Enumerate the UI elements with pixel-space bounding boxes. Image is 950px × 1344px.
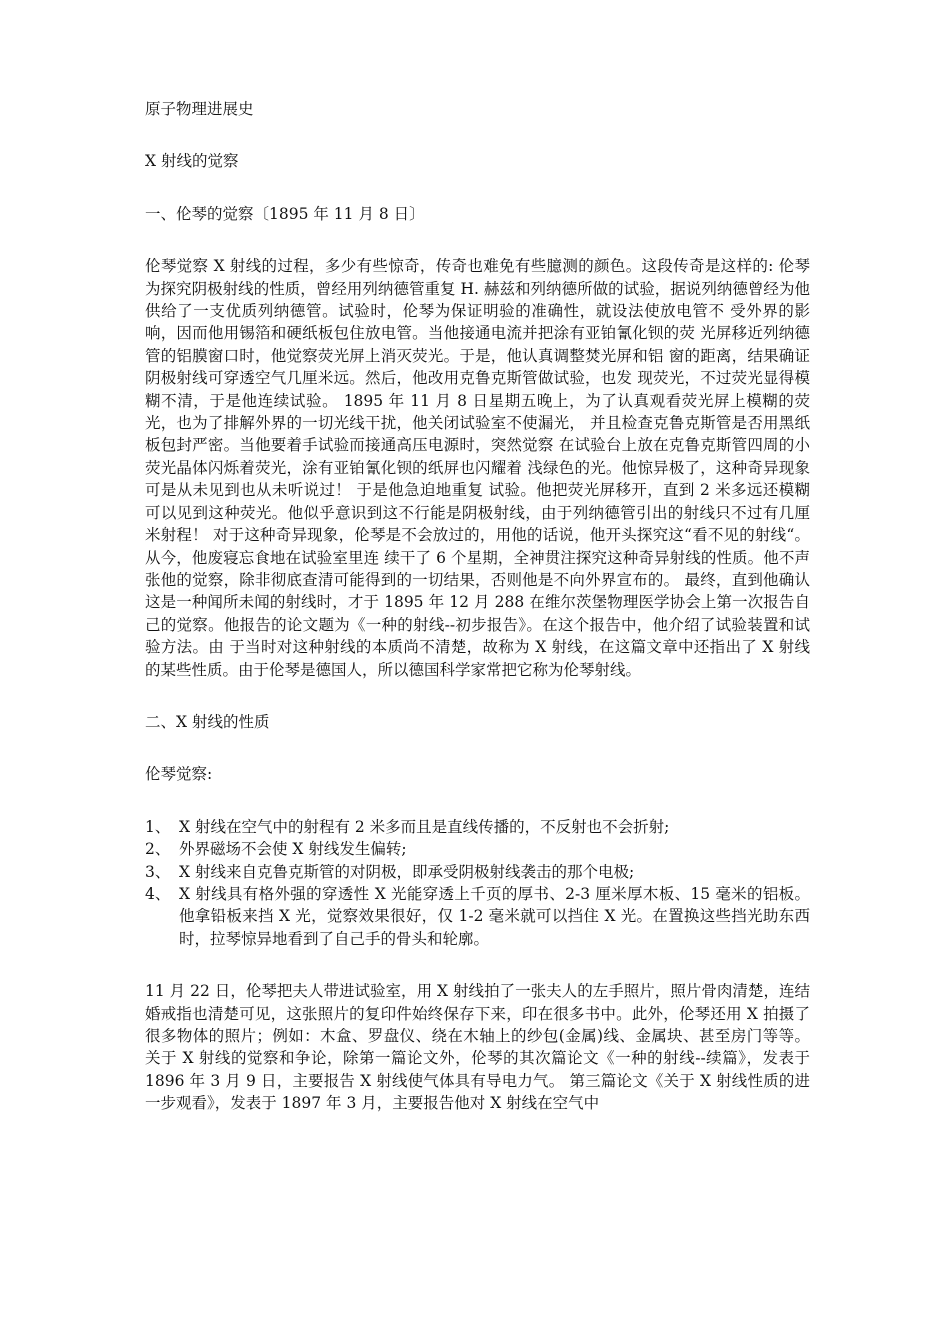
section-2-closing: 11 月 22 日，伦琴把夫人带进试验室，用 X 射线拍了一张夫人的左手照片，照片骨肉清楚，连结婚戒指也清楚可见，这张照片的复印件始终保存下来，印在很多书中。此外，伦琴还用 X 拍摄了很多物体的照片；例如：木盒、罗盘仪、绕在木轴上的纱包(金属)线、金属块、甚至房门等等。 关于 X 射线的觉察和争论，除第一篇论文外，伦琴的其次篇论文《一种的射线--续篇》，发表于 1896 年 3 月 9 日，主要报告 X 射线使气体具有导电力气。 第三篇论文《关于 X 射线性质的进一步观看》，发表于 1897 年 3 月，主要报告他对 X 射线在空气中 bbox=[145, 982, 810, 1113]
list-item-text: 外界磁场不会使 X 射线发生偏转; bbox=[179, 840, 407, 859]
list-item bbox=[145, 838, 810, 860]
document-title: 原子物理进展史 bbox=[145, 100, 254, 118]
section-2-heading: 二、X 射线的性质 bbox=[145, 712, 270, 731]
section-1-heading: 一、伦琴的觉察〔1895 年 11 月 8 日〕 bbox=[145, 204, 425, 223]
list-item-number: 2、 bbox=[145, 840, 171, 859]
document-heading: X 射线的觉察 bbox=[145, 152, 239, 171]
list-item bbox=[145, 861, 810, 883]
list-item-number: 3、 bbox=[145, 862, 171, 881]
list-item-text: X 射线在空气中的射程有 2 米多而且是直线传播的，不反射也不会折射; bbox=[179, 817, 670, 836]
list-item bbox=[145, 816, 810, 838]
list-item-number: 4、 bbox=[145, 884, 171, 903]
section-1-body: 伦琴觉察 X 射线的过程，多少有些惊奇，传奇也难免有些臆测的颜色。这段传奇是这样的: 伦琴为探究阴极射线的性质，曾经用列纳德管重复 H. 赫兹和列纳德所做的试验，据说列纳德曾经为他供给了一支优质列纳德管。试验时，伦琴为保证明验的准确性，就设法使放电管不 受外界的影响，因而他用锡箔和硬纸板包住放电管。当他接通电流并把涂有亚铂氰化钡的荧 光屏移近列纳德管的铝膜窗口时，他觉察荧光屏上消灭荧光。于是，他认真调整焚光屏和铝 窗的距离，结果确证阴极射线可穿透空气几厘米远。然后，他改用克鲁克斯管做试验，也发 现荧光，不过荧光显得模糊不清，于是他连续试验。 1895 年 11 月 8 日星期五晚上，为了认真观看荧光屏上模糊的荧光，也为了排解外界的一切光线干扰，他关闭试验室不使漏光， 并且检查克鲁克斯管是否用黑纸板包封严密。当他要着手试验而接通高压电源时，突然觉察 在试验台上放在克鲁克斯管四周的小荧光晶体闪烁着荧光，涂有亚铂氰化钡的纸屏也闪耀着 浅绿色的光。他惊异极了，这种奇异现象可是从未见到也从未听说过！ 于是他急迫地重复 试验。他把荧光屏移开，直到 2 米多远还模糊可以见到这种荧光。他似乎意识到这不行能是阴极射线，由于列纳德管引出的射线只不过有几厘米射程！ 对于这种奇异现象，伦琴是不会放过的，用他的话说，他开头探究这“看不见的射线“。从今，他废寝忘食地在试验室里连 续干了 6 个星期，全神贯注探究这种奇异射线的性质。他不声张他的觉察，除非彻底查清可能得到的一切结果，否则他是不向外界宣布的。 最终，直到他确认这是一种闻所未闻的射线时，才于 1895 年 12 月 288 在维尔茨堡物理医学协会上第一次报告自己的觉察。他报告的论文题为《一种的射线--初步报告》。在这个报告中，他介绍了试验装置和试验方法。由 于当时对这种射线的本质尚不清楚，故称为 X 射线，在这篇文章中还指出了 X 射线的某些性质。由于伦琴是德国人，所以德国科学家常把它称为伦琴射线。 bbox=[145, 257, 810, 679]
list-item-text: X 射线来自克鲁克斯管的对阴极，即承受阴极射线袭击的那个电极; bbox=[179, 862, 635, 881]
list-item-number: 1、 bbox=[145, 817, 171, 836]
section-2-intro: 伦琴觉察: bbox=[145, 765, 213, 784]
list-item-text: X 射线具有格外强的穿透性 X 光能穿透上千页的厚书、2-3 厘米厚木板、15 毫米的铝板。他拿铅板来挡 X 光，觉察效果很好，仅 1-2 毫米就可以挡住 X 光。在置换这些挡光助东西时，拉琴惊异地看到了自己手的骨头和轮廓。 bbox=[179, 884, 810, 948]
list-item bbox=[145, 883, 810, 950]
properties-list bbox=[145, 816, 810, 950]
document-page bbox=[145, 98, 810, 1145]
